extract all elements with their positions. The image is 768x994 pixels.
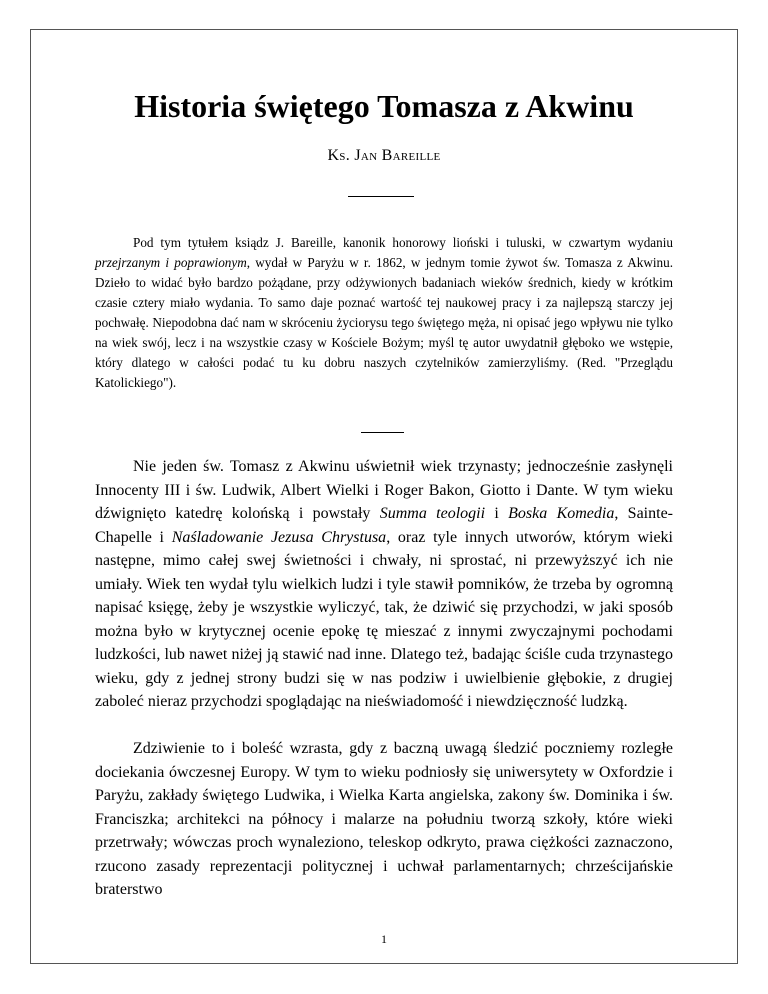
document-title: Historia świętego Tomasza z Akwinu: [134, 88, 634, 124]
intro-text-2: , wydał w Paryżu w r. 1862, w jednym tomie żywot św. Tomasza z Akwinu. Dzieło to widać było bardzo pożądane, przy odżywionych badaniach wieków średnich, kiedy w krótkim czasie cztery miało wydania. To samo daje poznać wartość tej naukowej pracy i za najlepszą starczy jej pochwałę. Niepodobna dać nam w skróceniu życiorysu tego świętego męża, ni opisać jego wpływu nie tylko na wiek swój, lecz i na wszystkie czasy w Kościele Bożym; myśl tę autor uwydatnił głęboko we wstępie, który dlatego w całości podać tu ku dobru naszych czytelników zamierzyliśmy. (Red. "Przeglądu Katolickiego").: [95, 255, 673, 390]
p1-italic-3: Naśladowanie Jezusa Chrystusa: [171, 528, 387, 546]
p1-text-2: i: [485, 505, 509, 522]
p1-italic-1: Summa teologii: [379, 505, 486, 522]
body-paragraph-2: Zdziwienie to i boleść wzrasta, gdy z baczną uwagą śledzić poczniemy rozległe dociekania ówczesnej Europy. W tym to wieku podniosły się uniwersytety w Oxfordzie i Paryżu, zakłady świętego Ludwika, i Wielka Karta angielska, zakony św. Dominika i św. Franciszka; architekci na północy i malarze na południu tworzą szkoły, które wieki przetrwały; wówczas proch wynaleziono, teleskop odkryto, prawa ciężkości zaznaczono, rzucono zasady reprezentacji politycznej i uchwał parlamentarnych; chrześcijańskie braterstwo: [95, 740, 673, 898]
section-divider: [361, 432, 404, 433]
p1-italic-2: Boska Komedia: [508, 505, 615, 522]
intro-text-1: Pod tym tytułem ksiądz J. Bareille, kanonik honorowy lioński i tuluski, w czwartym wydaniu: [133, 235, 673, 250]
author-name: Ks. Jan Bareille: [327, 147, 441, 164]
p1-text-3: , Sainte-Chapelle i: [95, 505, 673, 546]
p1-text-4: , oraz tyle innych utworów, którym wieki następne, mimo całej swej świetności i chwały, ni sprostać, ni przewyższyć ich nie umiały. Wiek ten wydał tylu wielkich ludzi i tyle stawił pomników, że trzeba by ogromną napisać księgę, żeby je wszystkie wyliczyć, tak, że dziwić się przychodzi, w jaki sposób można było w krytycznej ocenie epokę tę mieszać z innymi zwyczajnymi pochodami ludzkości, lub nawet niżej ją stawić nad inne. Dlatego też, badając ściśle cuda trzynastego wieku, gdy z jednej strony budzi się w nas podziw i uwielbienie głębokie, z drugiej zaboleć nieraz przychodzi spoglądając na nieświadomość i niewdzięczność ludzką.: [95, 528, 673, 710]
intro-italic-1: przejrzanym i poprawionym: [95, 255, 247, 270]
p1-text-1: Nie jeden św. Tomasz z Akwinu uświetnił wiek trzynasty; jednocześnie zasłynęli Innocenty III i św. Ludwik, Albert Wielki i Roger Bakon, Giotto i Dante. W tym wieku dźwignięto katedrę kolońską i powstały: [95, 458, 673, 522]
title-divider: [348, 196, 414, 197]
editorial-intro: [95, 233, 673, 393]
page-number: 1: [381, 932, 387, 946]
body-paragraph-1: [95, 455, 673, 714]
